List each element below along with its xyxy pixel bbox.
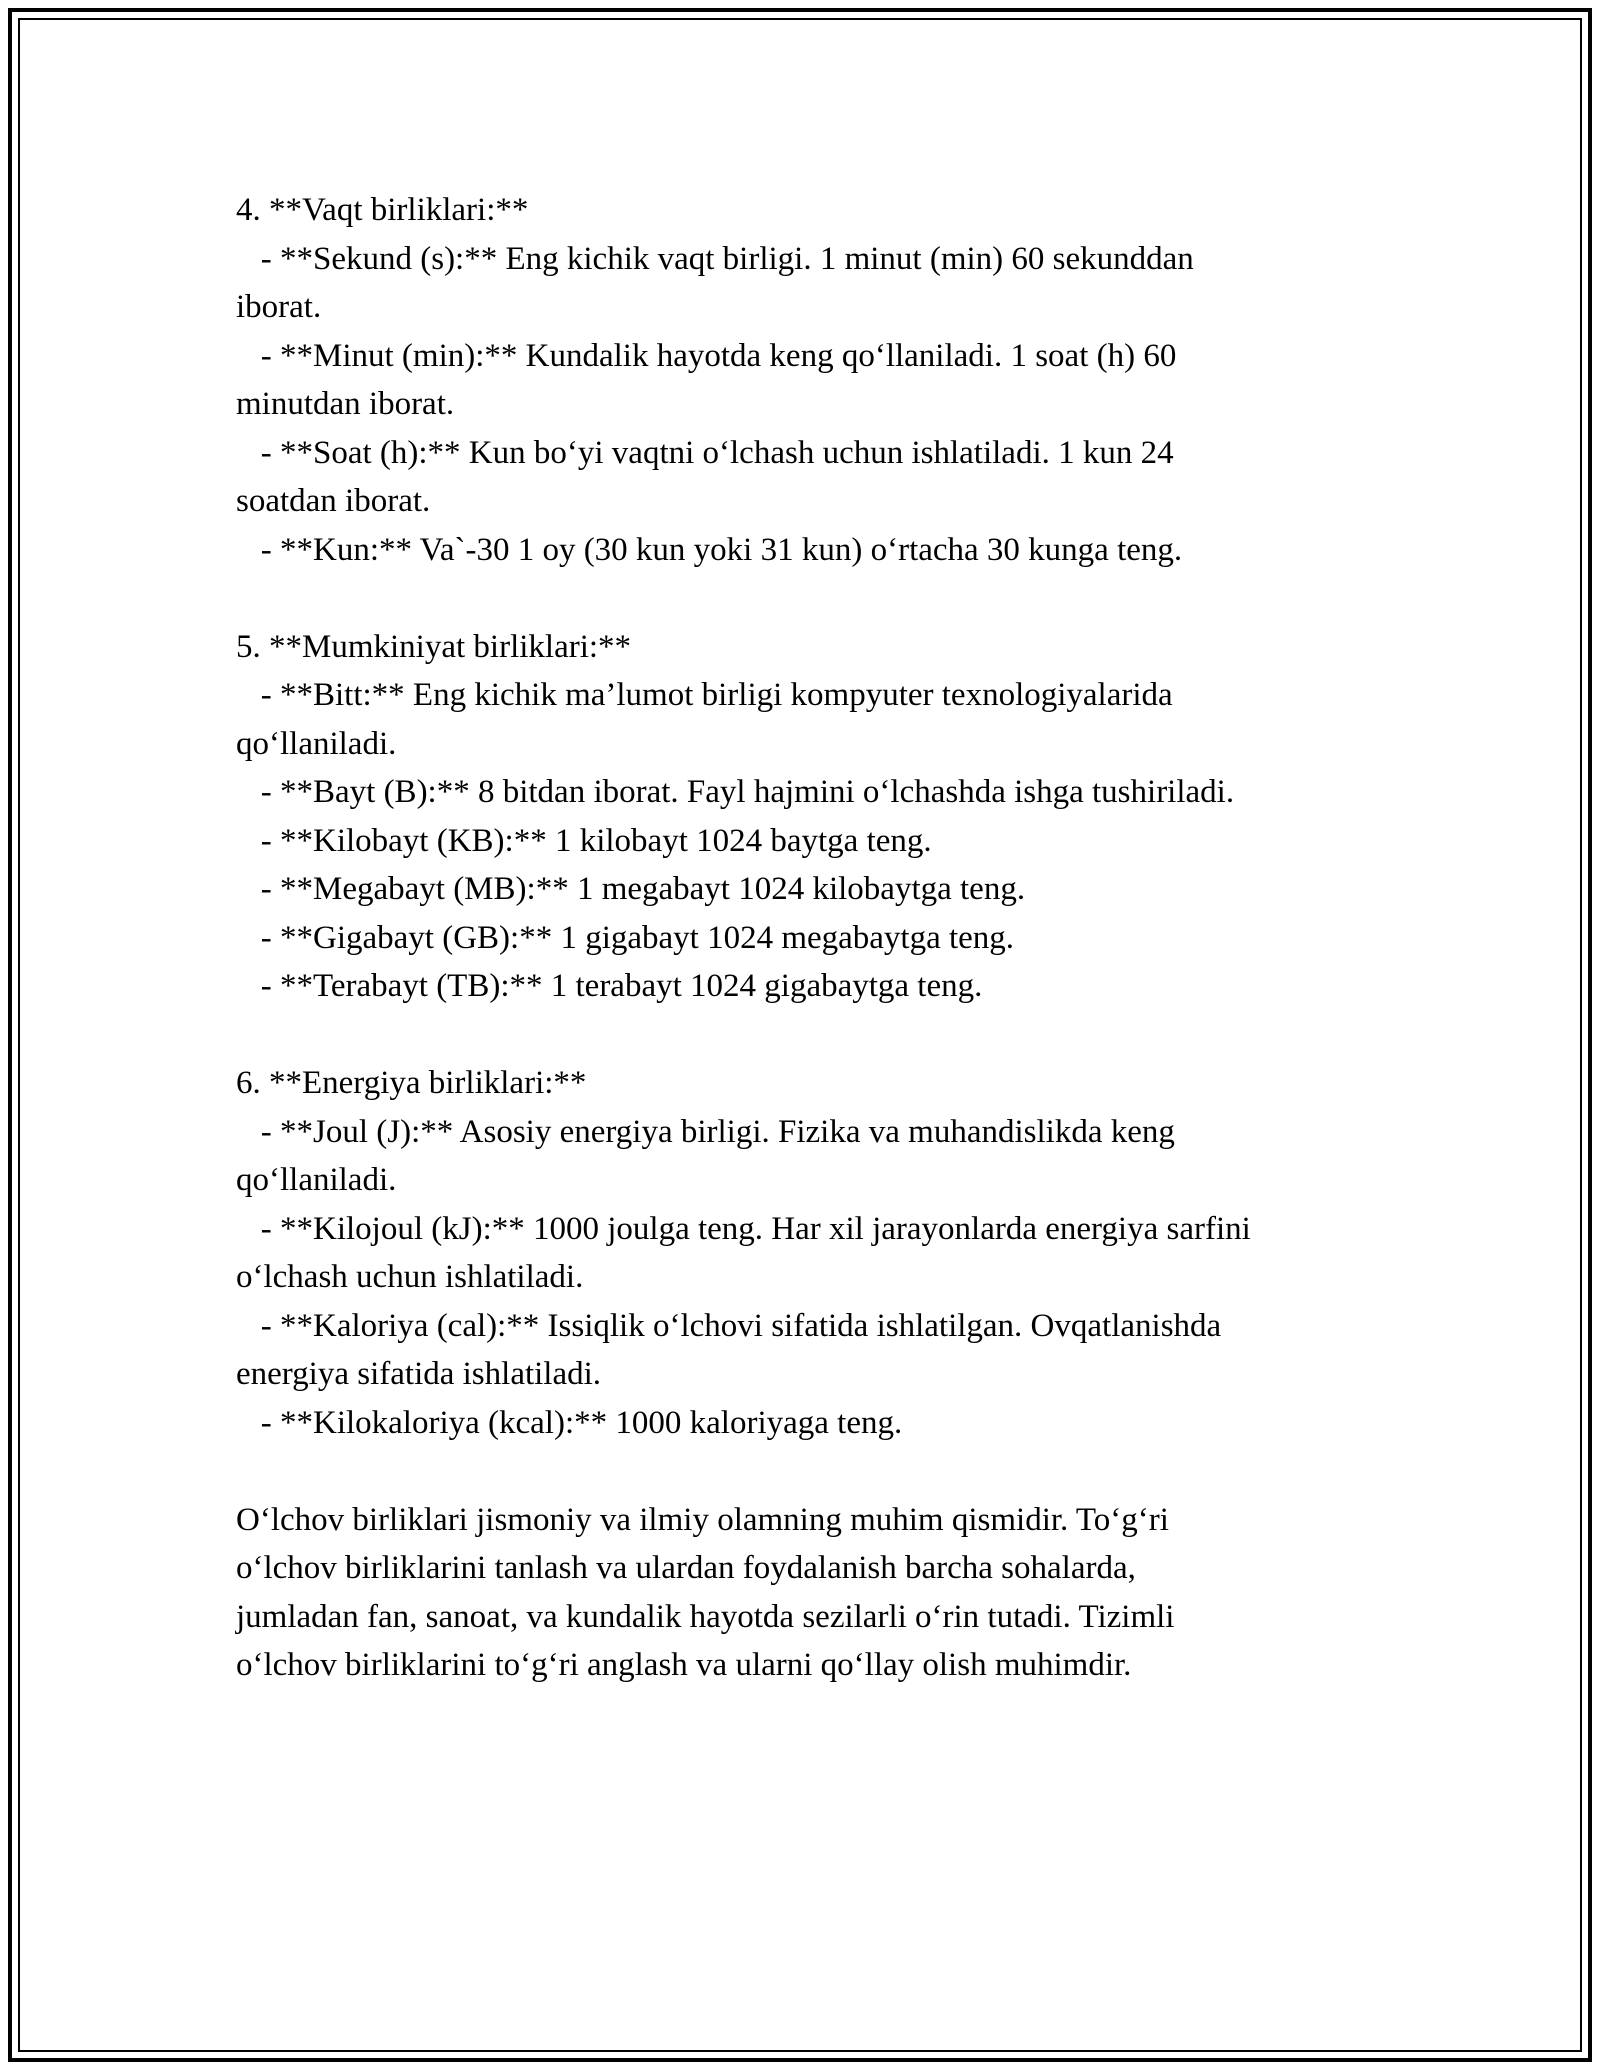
list-line: - **Kilojoul (kJ):** 1000 joulga teng. Har xil jarayonlarda energiya sarfini [236,1210,1251,1247]
list-line: iborat. [236,289,322,325]
section-data-units [236,623,1376,1011]
list-line: - **Sekund (s):** Eng kichik vaqt birligi. 1 minut (min) 60 sekunddan [236,240,1194,277]
paragraph-spacer [236,574,1376,623]
section-heading: 5. **Mumkiniyat birliklari:** [236,628,632,665]
paragraph-line: jumladan fan, sanoat, va kundalik hayotda sezilarli o‘rin tutadi. Tizimli [236,1598,1175,1635]
list-line: minutdan iborat. [236,386,455,422]
section-energy-units [236,1059,1376,1447]
section-heading: 4. **Vaqt birliklari:** [236,192,529,228]
list-line: - **Megabayt (MB):** 1 megabayt 1024 kilobaytga teng. [236,871,1026,907]
list-line: o‘lchash uchun ishlatiladi. [236,1259,584,1295]
list-line: - **Kaloriya (cal):** Issiqlik o‘lchovi sifatida ishlatilgan. Ovqatlanishda [236,1307,1222,1344]
list-line: - **Gigabayt (GB):** 1 gigabayt 1024 megabaytga teng. [236,919,1015,956]
list-line: - **Kilobayt (KB):** 1 kilobayt 1024 baytga teng. [236,822,932,859]
list-line: qo‘llaniladi. [236,1162,397,1198]
paragraph-line: o‘lchov birliklarini tanlash va ulardan foydalanish barcha sohalarda, [236,1550,1136,1586]
list-line: - **Bitt:** Eng kichik ma’lumot birligi kompyuter texnologiyalarida [236,677,1173,713]
section-time-units [236,186,1376,574]
list-line: soatdan iborat. [236,483,431,519]
list-line: - **Joul (J):** Asosiy energiya birligi. Fizika va muhandislikda keng [236,1113,1175,1150]
list-line: energiya sifatida ishlatiladi. [236,1356,602,1392]
paragraph-spacer [236,1011,1376,1060]
paragraph-line: O‘lchov birliklari jismoniy va ilmiy olamning muhim qismidir. To‘g‘ri [236,1501,1169,1538]
list-line: - **Minut (min):** Kundalik hayotda keng qo‘llaniladi. 1 soat (h) 60 [236,337,1177,374]
list-line: - **Soat (h):** Kun bo‘yi vaqtni o‘lchash uchun ishlatiladi. 1 kun 24 [236,434,1174,471]
paragraph-line: o‘lchov birliklarini to‘g‘ri anglash va ularni qo‘llay olish muhimdir. [236,1647,1132,1683]
list-line: - **Kilokaloriya (kcal):** 1000 kaloriyaga teng. [236,1404,903,1441]
conclusion-paragraph [236,1496,1376,1690]
list-line: qo‘llaniladi. [236,725,397,762]
paragraph-spacer [236,1447,1376,1496]
list-line: - **Terabayt (TB):** 1 terabayt 1024 gigabaytga teng. [236,968,983,1004]
section-heading: 6. **Energiya birliklari:** [236,1065,587,1101]
list-line: - **Kun:** Va`-30 1 oy (30 kun yoki 31 kun) o‘rtacha 30 kunga teng. [236,531,1183,568]
document-body [236,186,1376,1690]
list-line: - **Bayt (B):** 8 bitdan iborat. Fayl hajmini o‘lchashda ishga tushiriladi. [236,774,1235,810]
